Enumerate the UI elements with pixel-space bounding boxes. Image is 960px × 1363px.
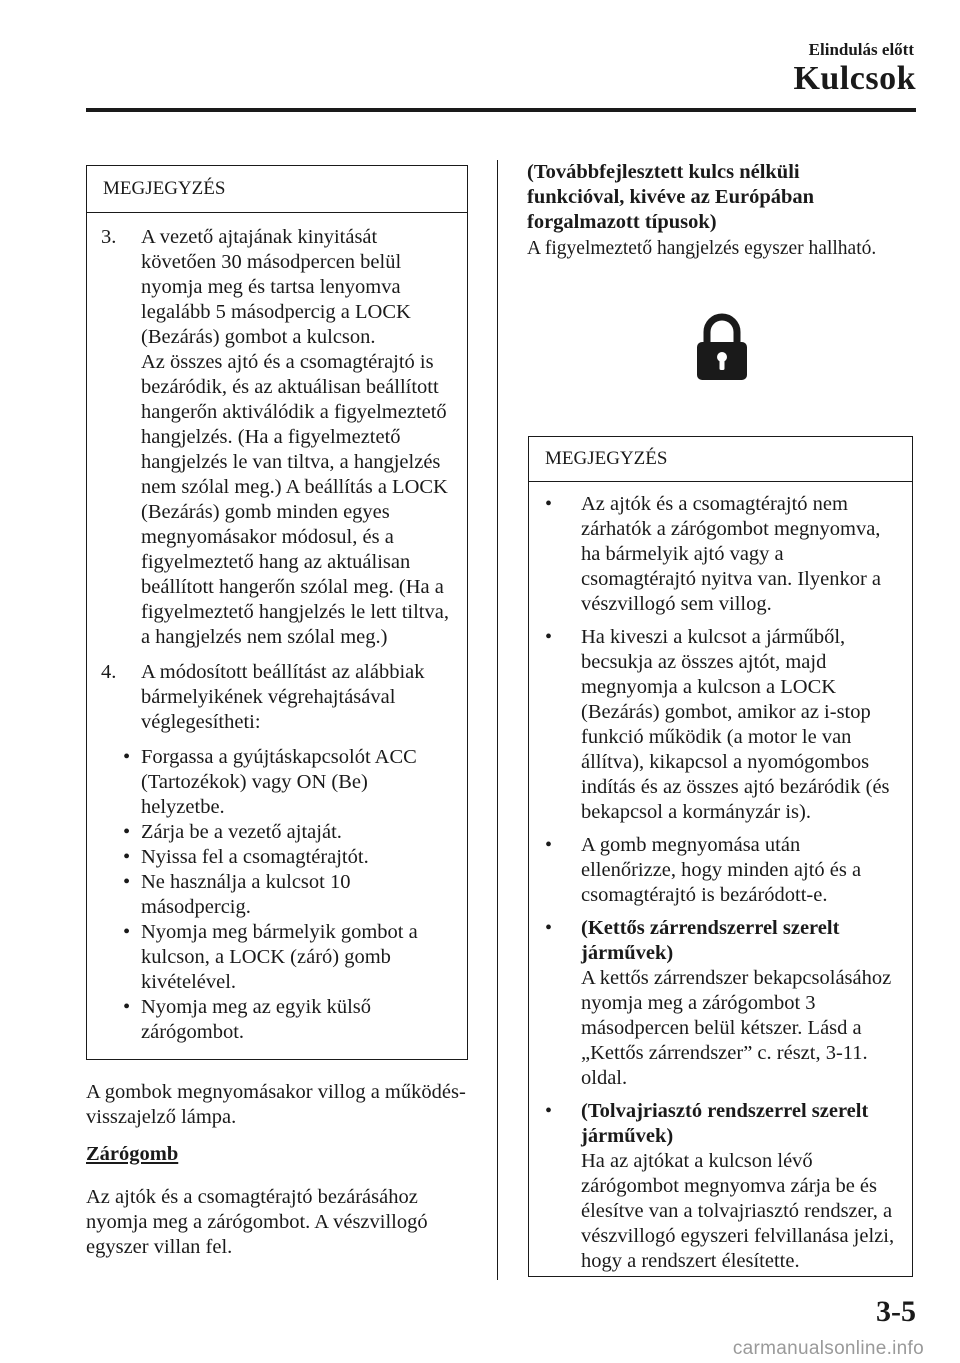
bullet-icon: • (545, 493, 553, 515)
numbered-item (101, 225, 453, 650)
bullet-text: Ha kiveszi a kulcsot a járműből, becsukja az összes ajtót, majd megnyomja a kulcson a LOCK (Bezárás) gombot, amikor az i-stop funkció működik (a motor le van állítva), kikapcsol a nyomógombos indítás és az összes ajtó bezáródik (és bekapcsol a kormányzár is). (581, 626, 890, 823)
note-body (529, 482, 912, 1294)
item-text: A vezető ajtajának kinyitását követően 30 másodpercen belül nyomja meg és tartsa lenyomva legalább 5 másodpercig a LOCK (Bezárás) gombot a kulcson. (141, 226, 411, 348)
numbered-item (101, 660, 453, 735)
note-body (87, 213, 467, 1057)
sub-list-item (101, 920, 453, 995)
sub-item-text: Forgassa a gyújtáskapcsolót ACC (Tartozékok) vagy ON (Be) helyzetbe. (141, 746, 417, 818)
item-text-continued: Az összes ajtó és a csomagtérajtó is bezáródik, és az aktuálisan beállított hangerőn aktiválódik a figyelmeztető hangjelzés. (Ha a figyelmeztető hangjelzés le van tiltva, a hangjelzés nem szólal meg.) A beállítás a LOCK (Bezárás) gomb minden egyes megnyomásakor módosul, és a figyelmeztető hang az aktuálisan beállított hangerőn szólal meg. (Ha a figyelmeztető hangjelzés le lett tiltva, a hangjelzés nem szólal meg.) (141, 351, 449, 648)
lock-button-heading: Zárógomb (86, 1143, 179, 1165)
bullet-title: (Kettős zárrendszerrel szerelt járművek) (581, 917, 840, 964)
item-number: 3. (101, 226, 117, 248)
bullet-text: A kettős zárrendszer bekapcsolásához nyomja meg a zárógombot 3 másodpercen belül kétszer. Lásd a „Kettős zárrendszer” c. részt, 3-11. oldal. (581, 967, 892, 1089)
note-box-right (528, 436, 913, 1277)
sub-item-text: Nyissa fel a csomagtérajtót. (141, 846, 369, 868)
bullet-title: (Tolvajriasztó rendszerrel szerelt járművek) (581, 1100, 869, 1147)
note-heading: MEGJEGYZÉS (87, 166, 467, 213)
sub-item-text: Zárja be a vezető ajtaját. (141, 821, 342, 843)
lock-icon (697, 312, 747, 380)
note-bullet-item (543, 916, 898, 1091)
bullet-icon: • (545, 1100, 553, 1122)
bullet-icon: • (545, 626, 553, 648)
note-bullet-item (543, 833, 898, 908)
sub-list-item (101, 845, 453, 870)
keyless-paragraph: A figyelmeztető hangjelzés egyszer hallható. (527, 238, 877, 259)
note-heading: MEGJEGYZÉS (529, 437, 912, 482)
page-number: 3-5 (876, 1295, 916, 1328)
bullet-text: Ha az ajtókat a kulcson lévő zárógombot megnyomva zárja be és élesítve van a tolvajriasztó rendszer, a vészvillogó egyszeri felvillanása jelzi, hogy a rendszert élesítette. (581, 1150, 895, 1272)
item-text: A módosított beállítást az alábbiak bármelyikének végrehajtásával véglegesítheti: (141, 661, 425, 733)
column-divider (497, 160, 498, 1280)
header-rule (86, 108, 916, 112)
page-title: Kulcsok (793, 60, 916, 97)
bullet-icon: • (545, 917, 553, 939)
sub-item-text: Ne használja a kulcsot 10 másodpercig. (141, 871, 351, 918)
note-bullet-item (543, 1099, 898, 1274)
sub-list-item (101, 820, 453, 845)
bullet-icon: • (123, 921, 131, 943)
sub-list-item (101, 745, 453, 820)
note-bullet-item (543, 625, 898, 825)
bullet-icon: • (123, 846, 131, 868)
bullet-text: A gomb megnyomása után ellenőrizze, hogy minden ajtó és a csomagtérajtó is bezáródott-e. (581, 834, 862, 906)
watermark: carmanualsonline.info (732, 1338, 924, 1359)
bullet-icon: • (123, 871, 131, 893)
section-title: Elindulás előtt (808, 40, 914, 59)
sub-list (101, 745, 453, 1045)
bullet-icon: • (545, 834, 553, 856)
bullet-icon: • (123, 996, 131, 1018)
indicator-paragraph: A gombok megnyomásakor villog a működés-visszajelző lámpa. (86, 1081, 466, 1128)
keyless-heading: (Továbbfejlesztett kulcs nélküli funkcióval, kivéve az Európában forgalmazott típusok) (527, 161, 815, 233)
bullet-icon: • (123, 746, 131, 768)
lock-button-paragraph: Az ajtók és a csomagtérajtó bezárásához nyomja meg a zárógombot. A vészvillogó egyszer villan fel. (86, 1186, 428, 1258)
bullet-icon: • (123, 821, 131, 843)
bullet-text: Az ajtók és a csomagtérajtó nem zárhatók a zárógombot megnyomva, ha bármelyik ajtó vagy a csomagtérajtó nyitva van. Ilyenkor a vészvillogó sem villog. (581, 493, 881, 615)
sub-list-item (101, 870, 453, 920)
note-box-left (86, 165, 468, 1060)
note-bullet-item (543, 492, 898, 617)
sub-item-text: Nyomja meg az egyik külső zárógombot. (141, 996, 372, 1043)
sub-list-item (101, 995, 453, 1045)
sub-item-text: Nyomja meg bármelyik gombot a kulcson, a LOCK (záró) gomb kivételével. (141, 921, 418, 993)
item-number: 4. (101, 661, 117, 683)
